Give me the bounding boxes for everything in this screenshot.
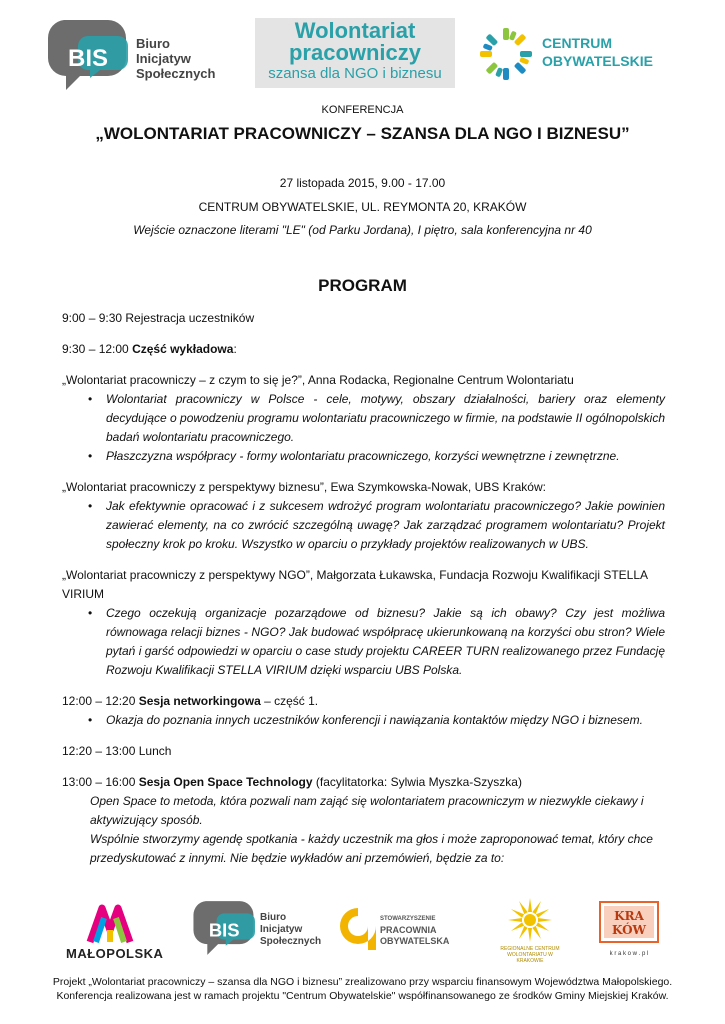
centrum-obywatelskie-logo bbox=[478, 26, 678, 82]
krakow-logo bbox=[598, 898, 660, 956]
malopolska-logo bbox=[66, 900, 166, 960]
bis-line1: Biuro bbox=[136, 36, 170, 51]
pracownia-obywatelska-logo bbox=[338, 902, 478, 952]
bis-footer-line2: Inicjatyw bbox=[260, 924, 303, 935]
footer-note1: Projekt „Wolontariat pracowniczy – szansa dla NGO i biznesu” zrealizowano przy wsparciu finansowym Województwa Małopolskiego. bbox=[52, 976, 673, 988]
openspace-paragraph2: Wspólnie stworzymy agendę spotkania - każdy uczestnik ma głos i może zaproponować temat, który chce przedyskutować z innymi. Nie będzie wykładów ani przemówień, będzie za to: bbox=[90, 832, 653, 865]
bis-logo bbox=[44, 16, 224, 92]
rcw-logo bbox=[500, 896, 560, 964]
bis-line3: Społecznych bbox=[136, 66, 216, 81]
networking-bullet: • Okazja do poznania innych uczestników konferencji i nawiązania kontaktów między NGO i biznesem. bbox=[62, 711, 665, 730]
lecture-section: 9:30 – 12:00 Część wykładowa: bbox=[62, 342, 237, 356]
talk2-bullet1: • Jak efektywnie opracować i z sukcesem wdrożyć program wolontariatu pracowniczego? Jakie powinien zawierać elementy, na co zwrócić szczególną uwagę? Jak zarządzać programem wolontariatu? Projekt społeczny krok po kroku. Wszystko w oparciu o przykłady projektów realizowanych w UBS. bbox=[62, 497, 665, 554]
program-heading: PROGRAM bbox=[318, 276, 407, 295]
speech-bubble-icon bbox=[190, 898, 260, 958]
page-title: „WOLONTARIAT PRACOWNICZY – SZANSA DLA NGO I BIZNESU” bbox=[95, 124, 630, 143]
centrum-line2: OBYWATELSKIE bbox=[542, 53, 653, 69]
header-logos bbox=[0, 12, 725, 92]
conference-label: KONFERENCJA bbox=[321, 104, 404, 116]
spo-line2: PRACOWNIA bbox=[380, 925, 437, 935]
sun-icon bbox=[500, 896, 560, 946]
openspace-paragraph1: Open Space to metoda, która pozwali nam zająć się wolontariatem pracowniczym w niezwykle ciekawy i aktywizujący sposób. bbox=[90, 794, 644, 827]
talk1-title: „Wolontariat pracowniczy – z czym to się je?”, Anna Rodacka, Regionalne Centrum Wolontariatu bbox=[62, 373, 574, 387]
wolontariat-line1: Wolontariat bbox=[294, 18, 416, 43]
spo-line3: OBYWATELSKA bbox=[380, 936, 450, 946]
spo-line1: STOWARZYSZENIE bbox=[380, 916, 436, 922]
wolontariat-logo bbox=[255, 18, 455, 88]
krakow-line1: KRA bbox=[614, 909, 644, 923]
wolontariat-line3: szansa dla NGO i biznesu bbox=[268, 65, 442, 82]
bis-line2: Inicjatyw bbox=[136, 51, 191, 66]
footer-note2: Konferencja realizowana jest w ramach projektu "Centrum Obywatelskie" współfinansowanego ze środków Gminy Miejskiej Kraków. bbox=[56, 990, 669, 1002]
malopolska-m-icon bbox=[66, 900, 156, 946]
bis-footer-mark: BIS bbox=[208, 919, 240, 941]
program-content bbox=[62, 309, 665, 868]
talk3-title: „Wolontariat pracowniczy z perspektywy NGO”, Małgorzata Łukawska, Fundacja Rozwoju Kwalifikacji STELLA VIRIUM bbox=[62, 568, 648, 601]
krakow-mark-icon bbox=[598, 898, 660, 946]
krakow-url: k r a k o w . p l bbox=[609, 951, 649, 957]
talk1-bullet1: • Wolontariat pracowniczy w Polsce - cele, motywy, obszary działalności, bariery oraz elementy decydujące o powodzeniu programu wolontariatu pracowniczego w firmie, na podstawie II ogólnopolskich badań wolontariatu pracowniczego. bbox=[62, 390, 665, 447]
openspace-section: 13:00 – 16:00 Sesja Open Space Technology (facylitatorka: Sylwia Myszka-Szyszka) bbox=[62, 775, 522, 789]
bis-footer-line3: Społecznych bbox=[260, 936, 322, 947]
talk1-bullet2: • Płaszczyzna współpracy - formy wolontariatu pracowniczego, korzyści wewnętrzne i zewnętrzne. bbox=[62, 447, 665, 466]
centrum-line1: CENTRUM bbox=[542, 35, 612, 51]
bis-mark: BIS bbox=[68, 45, 109, 72]
speech-bubble-icon bbox=[44, 16, 134, 94]
bis-footer-logo bbox=[190, 898, 330, 960]
event-entry: Wejście oznaczone literami "LE" (od Parku Jordana), I piętro, sala konferencyjna nr 40 bbox=[133, 223, 592, 237]
wolontariat-line2: pracowniczy bbox=[288, 40, 422, 65]
sunburst-icon bbox=[478, 26, 534, 82]
event-date: 27 listopada 2015, 9.00 - 17.00 bbox=[279, 176, 446, 190]
event-place: CENTRUM OBYWATELSKIE, UL. REYMONTA 20, KRAKÓW bbox=[198, 200, 527, 214]
partner-logos bbox=[0, 892, 725, 962]
rcw-caption: REGIONALNE CENTRUM WOLONTARIATU W KRAKOWIE bbox=[500, 946, 560, 964]
networking-section: 12:00 – 12:20 Sesja networkingowa – część 1. bbox=[62, 694, 319, 708]
krakow-line2: KÓW bbox=[611, 923, 647, 937]
bis-footer-line1: Biuro bbox=[260, 912, 287, 923]
lunch: 12:20 – 13:00 Lunch bbox=[62, 744, 172, 758]
pracownia-ring-icon bbox=[338, 904, 378, 952]
talk2-title: „Wolontariat pracowniczy z perspektywy biznesu”, Ewa Szymkowska-Nowak, UBS Kraków: bbox=[62, 480, 546, 494]
talk3-bullet1: • Czego oczekują organizacje pozarządowe od biznesu? Jakie są ich obawy? Czy jest możliwa równowaga relacji biznes - NGO? Jak budować współpracę ukierunkowaną na korzyści obu stron? Wiele pytań i garść odpowiedzi w oparciu o case study projektu CAREER TURN realizowanego przez Fundację Rozwoju Kwalifikacji STELLA VIRIUM dzięki wsparciu UBS Polska. bbox=[62, 604, 665, 680]
malopolska-text: MAŁOPOLSKA bbox=[66, 946, 164, 961]
registration: 9:00 – 9:30 Rejestracja uczestników bbox=[62, 311, 255, 325]
